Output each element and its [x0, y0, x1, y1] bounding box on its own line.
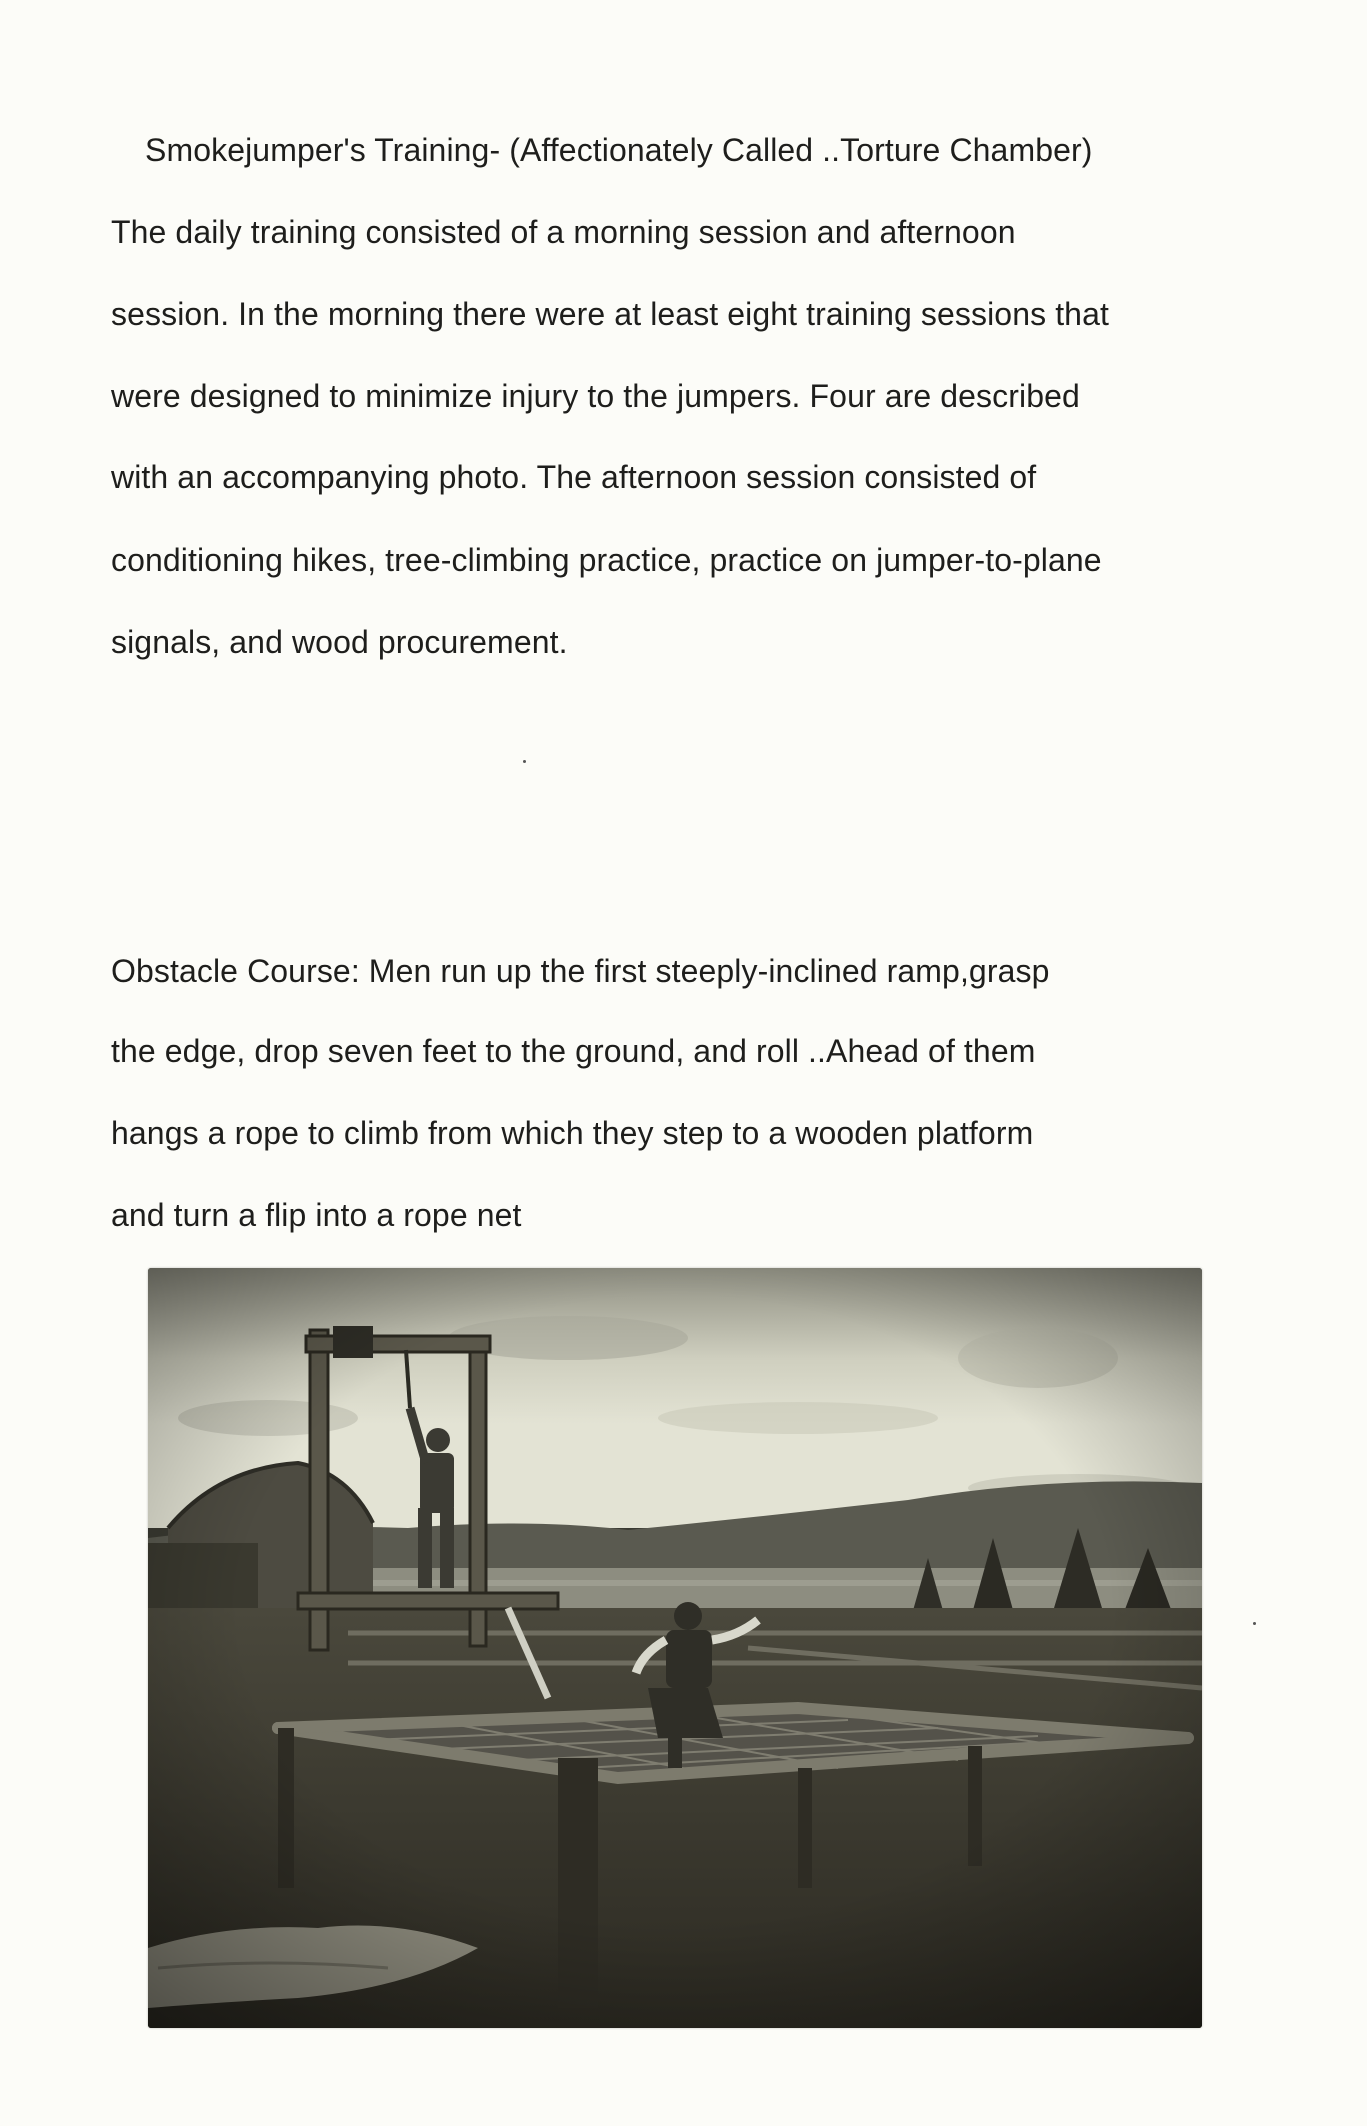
intro-line-3: were designed to minimize injury to the jumpers. Four are described	[111, 378, 1080, 414]
paper-speck	[1253, 1622, 1256, 1625]
obstacle-course-photo	[148, 1268, 1202, 2028]
obstacle-line-2: the edge, drop seven feet to the ground, and roll ..Ahead of them	[111, 1033, 1036, 1069]
document-heading: Smokejumper's Training- (Affectionately Called ..Torture Chamber)	[145, 132, 1093, 168]
intro-line-1: The daily training consisted of a morning session and afternoon	[111, 214, 1016, 250]
obstacle-line-4: and turn a flip into a rope net	[111, 1197, 522, 1233]
intro-line-6: signals, and wood procurement.	[111, 624, 568, 660]
obstacle-line-3: hangs a rope to climb from which they step to a wooden platform	[111, 1115, 1034, 1151]
intro-line-5: conditioning hikes, tree-climbing practice, practice on jumper-to-plane	[111, 542, 1102, 578]
intro-line-2: session. In the morning there were at least eight training sessions that	[111, 296, 1109, 332]
obstacle-line-1: Obstacle Course: Men run up the first steeply-inclined ramp,grasp	[111, 953, 1050, 989]
paper-speck	[523, 760, 526, 763]
intro-line-4: with an accompanying photo. The afternoon session consisted of	[111, 459, 1037, 495]
